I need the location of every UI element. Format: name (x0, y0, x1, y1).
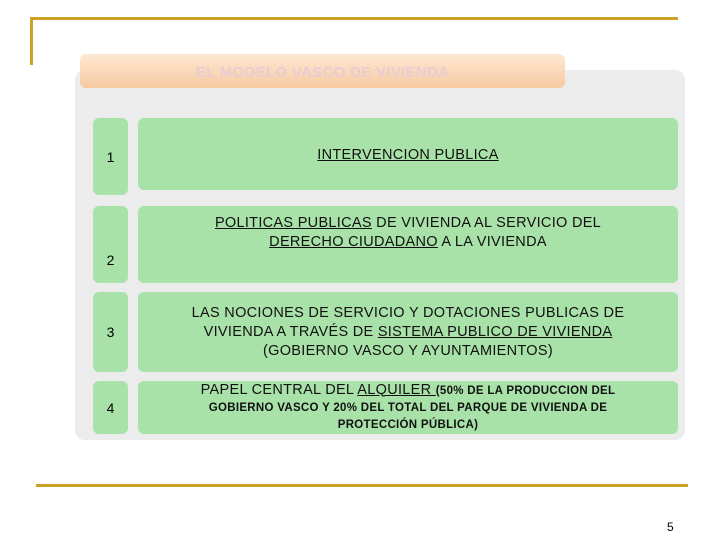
row-2-line-2-rest: A LA VIVIENDA (437, 234, 547, 250)
row-4-line-2: GOBIERNO VASCO Y 20% DEL TOTAL DEL PARQUE DE VIVIENDA DE (208, 401, 608, 414)
row-3-text (138, 292, 678, 372)
row-4-line-1-small: (50% DE LA PRODUCCION DEL (435, 384, 616, 397)
left-frame-line (30, 17, 33, 65)
row-2-line-1-underlined: POLITICAS PUBLICAS (214, 215, 372, 231)
row-2-number (93, 206, 128, 283)
row-4-number: 4 (93, 381, 128, 434)
bottom-frame-line (36, 484, 688, 487)
row-1-line-1: INTERVENCION PUBLICA (317, 147, 499, 163)
row-3-line-3: (GOBIERNO VASCO Y AYUNTAMIENTOS) (263, 342, 553, 359)
row-2-line-2-underlined: DERECHO CIUDADANO (269, 234, 438, 250)
row-2-number-label: 2 (106, 251, 115, 268)
row-4-line-1-underlined: ALQUILER (357, 381, 436, 398)
row-3-number-label: 3 (106, 324, 115, 340)
top-frame-line (30, 17, 678, 20)
row-1-text (138, 118, 678, 190)
row-4-line-3: PROTECCIÓN PÚBLICA) (337, 418, 479, 431)
row-2-text (138, 206, 678, 283)
row-2-line-1-rest: DE VIVIENDA AL SERVICIO DEL (371, 215, 602, 231)
row-3-line-2-underlined: SISTEMA PUBLICO DE VIVIENDA (377, 323, 613, 340)
slide-title: EL MODELO VASCO DE VIVIENDA (195, 64, 450, 81)
row-1-number: 1 (93, 118, 128, 195)
row-4-text (138, 381, 678, 434)
row-3-line-2-pre: VIVIENDA A TRAVÉS DE (203, 323, 378, 340)
row-3-line-1: LAS NOCIONES DE SERVICIO Y DOTACIONES PUBLICAS DE (191, 304, 625, 321)
row-4-line-1-pre: PAPEL CENTRAL DEL (200, 381, 358, 398)
page-number: 5 (667, 520, 674, 534)
row-3-number (93, 292, 128, 372)
